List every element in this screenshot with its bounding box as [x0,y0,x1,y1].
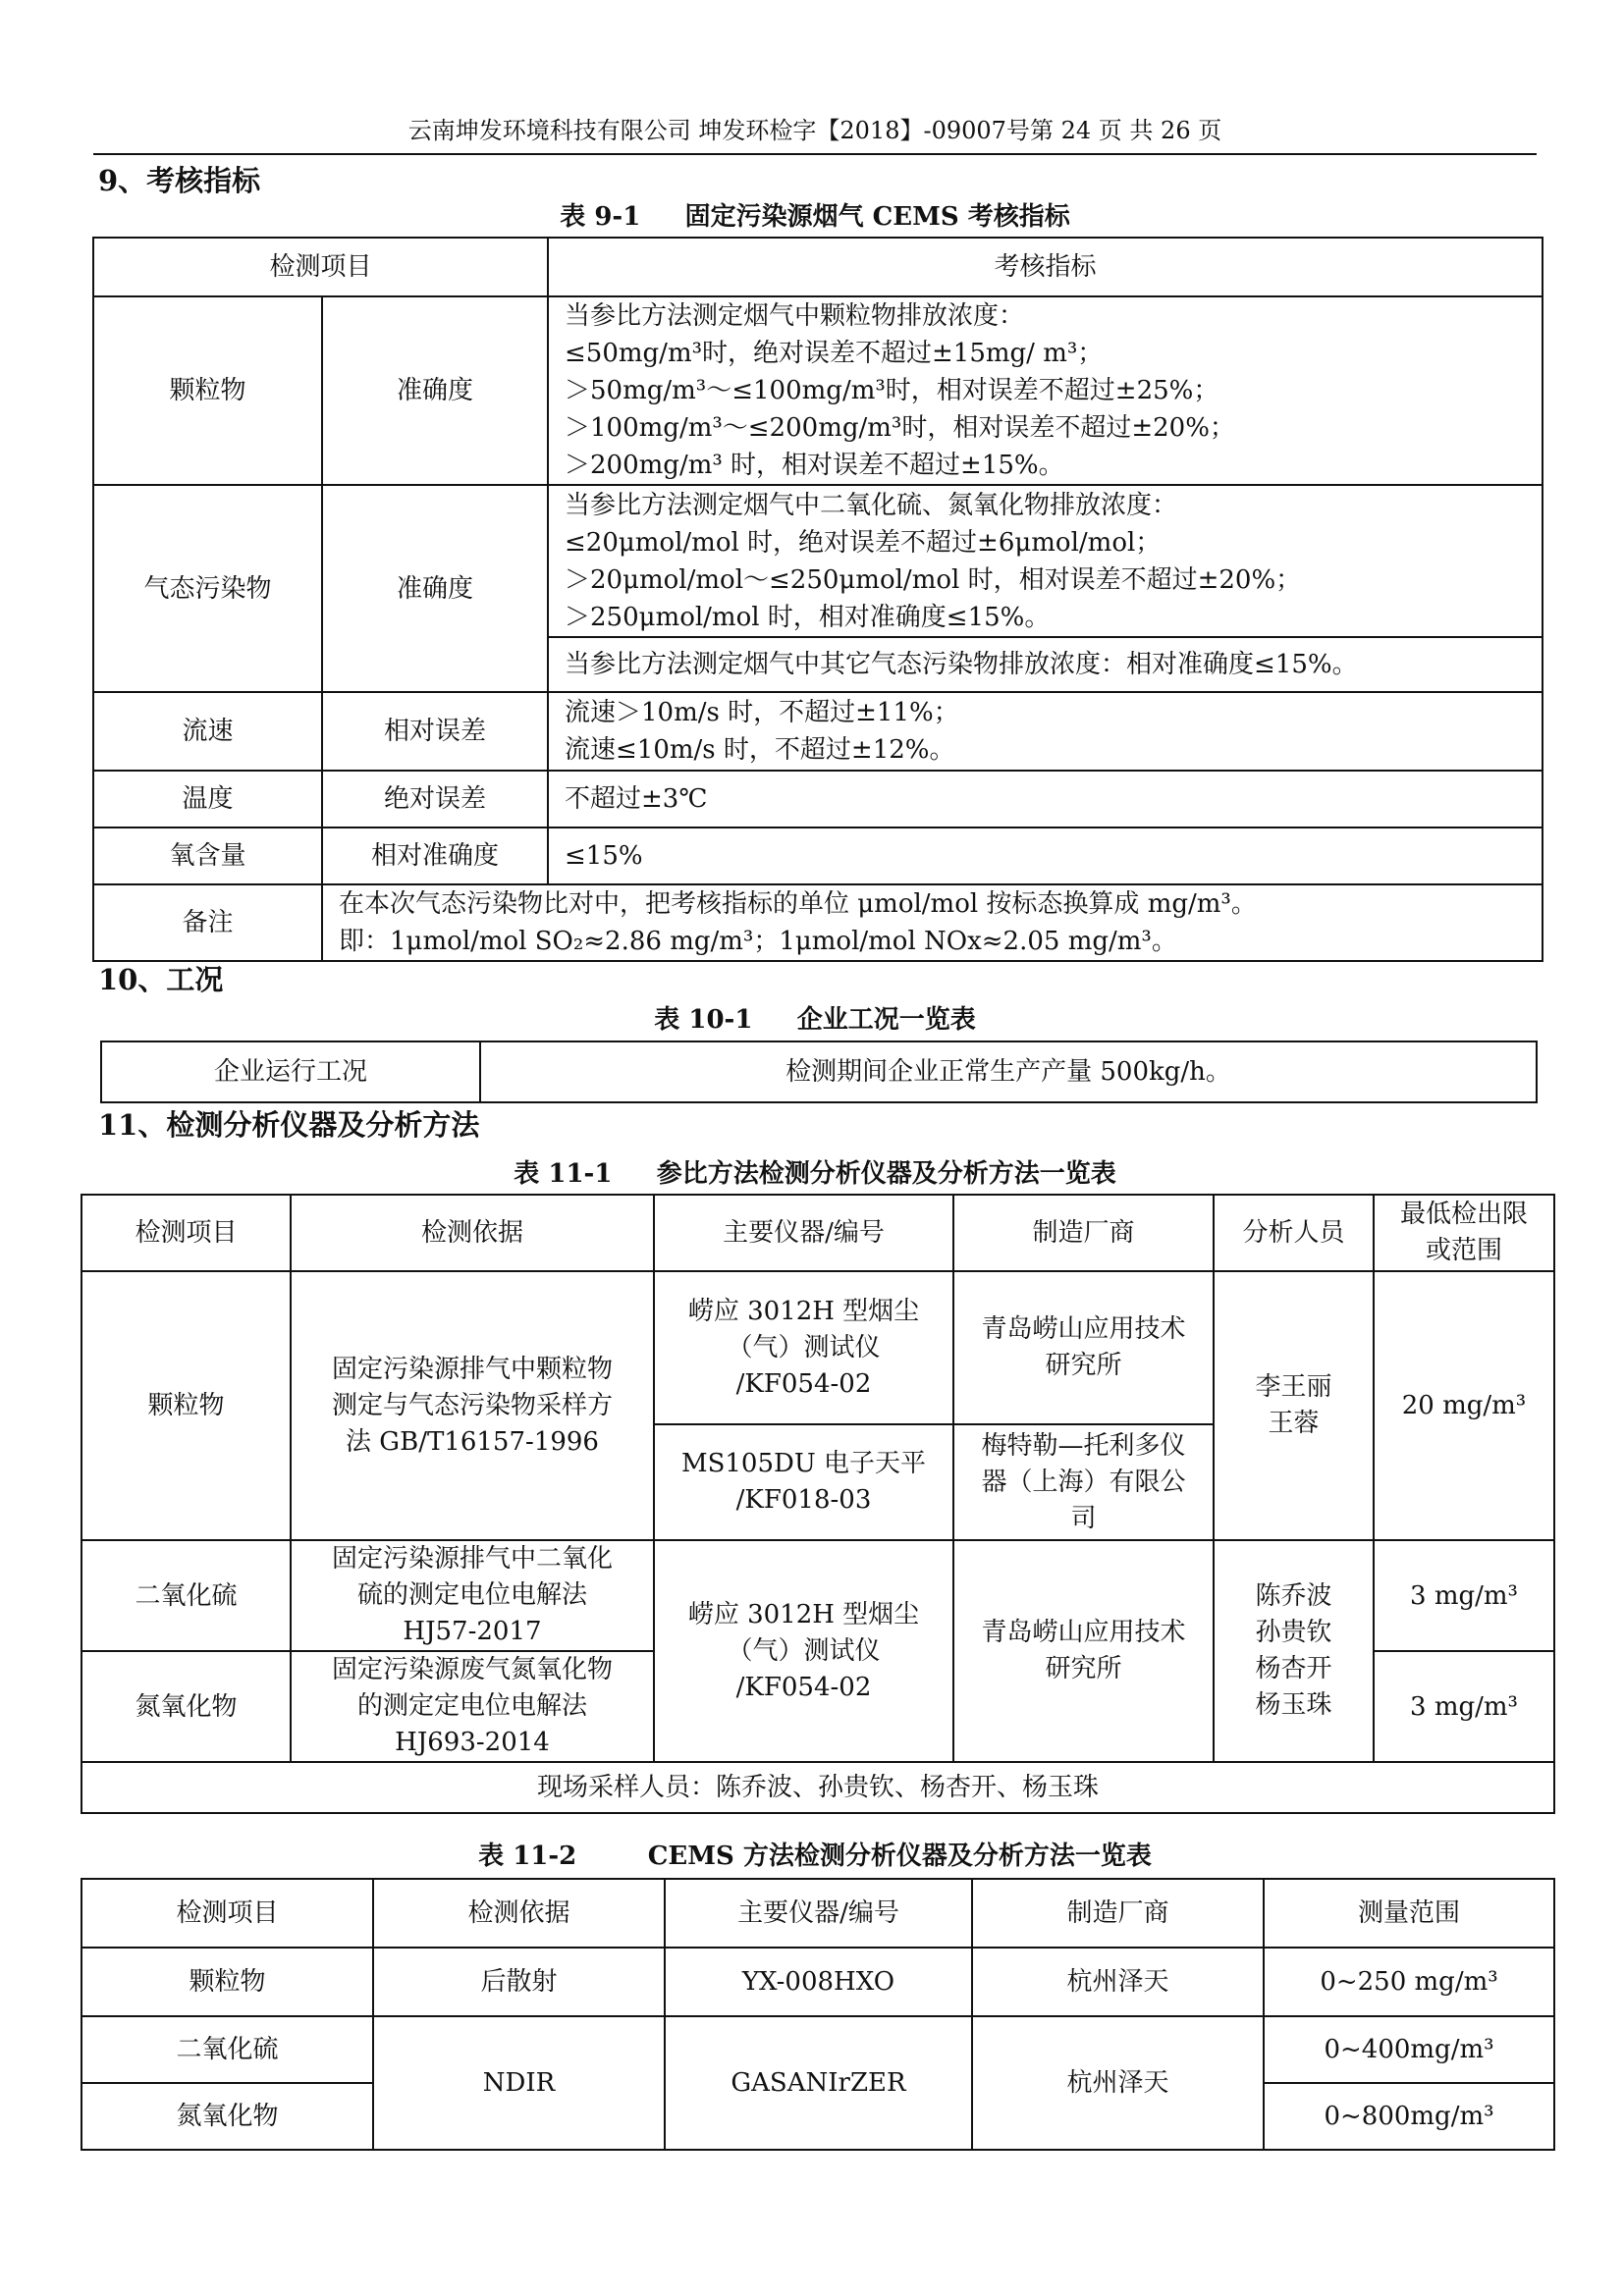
table-row [101,1041,1537,1102]
staff-line: 陈乔波 [1255,1581,1332,1611]
maker-line: 研究所 [1045,1654,1122,1683]
header-line: 最低检出限 [1399,1200,1528,1229]
table-10-1 [100,1041,1538,1103]
staff-cell [1214,1540,1374,1762]
table-row [81,1195,1554,1271]
item-cell: 备注 [93,884,322,961]
criteria-cell [548,296,1543,485]
col-header: 检测项目 [93,238,548,296]
item-cell: 颗粒物 [81,1271,291,1540]
page-mid: 页 共 [1098,117,1154,144]
item-cell: 流速 [93,692,322,771]
basis-cell [291,1271,654,1540]
table-11-1-caption [93,1158,1537,1190]
table-row [93,884,1543,961]
section-9-title: 9、考核指标 [98,164,261,197]
instrument-cell [654,1271,953,1424]
caption-number: 表 11-2 [478,1842,577,1871]
criteria-line: ＞100mg/m³～≤200mg/m³时，相对误差不超过±20%； [565,413,1235,443]
page-prefix: 第 [1029,117,1054,144]
table-row [93,296,1543,485]
instrument-line: （气）测试仪 [727,1332,881,1362]
item-cell: 氮氧化物 [81,1651,291,1762]
col-header: 制造厂商 [953,1195,1214,1271]
item-cell: 二氧化硫 [81,1540,291,1651]
maker-cell [953,1271,1214,1424]
section-10-title: 10、工况 [98,963,224,996]
item-cell: 颗粒物 [81,1948,373,2016]
maker-line: 研究所 [1045,1351,1122,1380]
caption-number: 表 10-1 [654,1005,753,1035]
instrument-cell: YX-008HXO [665,1948,972,2016]
criteria-line: ＞50mg/m³～≤100mg/m³时，相对误差不超过±25%； [565,376,1219,405]
caption-text: 企业工况一览表 [796,1005,976,1035]
table-10-1-caption [93,1004,1537,1036]
table-9-1-caption [93,201,1537,233]
item-cell: 二氧化硫 [81,2016,373,2083]
basis-line: 固定污染源废气氮氧化物 [331,1655,613,1684]
instrument-line: /KF054-02 [735,1368,872,1399]
item-cell: 氧含量 [93,828,322,884]
basis-line: 测定与气态污染物采样方 [331,1390,613,1420]
col-header: 检测依据 [291,1195,654,1271]
note-line: 在本次气态污染物比对中，把考核指标的单位 μmol/mol 按标态换算成 mg/m³。 [339,889,1257,919]
basis-cell [291,1651,654,1762]
condition-label: 企业运行工况 [101,1041,480,1102]
item-cell: 氮氧化物 [81,2083,373,2150]
criteria-cell: 不超过±3℃ [548,771,1543,828]
maker-cell [953,1540,1214,1762]
table-11-2-caption [93,1841,1537,1872]
staff-line: 王蓉 [1268,1409,1320,1438]
col-header: 检测项目 [81,1195,291,1271]
col-header [1374,1195,1554,1271]
criteria-cell: 当参比方法测定烟气中其它气态污染物排放浓度：相对准确度≤15%。 [548,637,1543,692]
basis-cell: NDIR [373,2016,665,2150]
basis-line: HJ693-2014 [395,1728,550,1757]
instrument-line: /KF054-02 [735,1672,872,1702]
maker-cell [953,1424,1214,1540]
page-number: 24 [1060,117,1092,144]
criteria-line: ≤50mg/m³时，绝对误差不超过±15mg/ m³； [565,339,1104,368]
table-11-1 [81,1194,1555,1814]
table-row [81,1879,1554,1948]
maker-line: 司 [1070,1503,1097,1533]
condition-value: 检测期间企业正常生产产量 500kg/h。 [480,1041,1537,1102]
table-row [81,2016,1554,2083]
range-cell: 0~250 mg/m³ [1264,1948,1554,2016]
criteria-line: 当参比方法测定烟气中颗粒物排放浓度： [565,301,1025,331]
maker-line: 青岛崂山应用技术 [981,1618,1186,1647]
instrument-cell: GASANIrZER [665,2016,972,2150]
col-header: 检测依据 [373,1879,665,1948]
instrument-line: （气）测试仪 [727,1635,881,1666]
col-header: 主要仪器/编号 [654,1195,953,1271]
col-header: 检测项目 [81,1879,373,1948]
header-line: 或范围 [1425,1236,1502,1265]
page-total: 26 [1161,117,1191,144]
criteria-line: ≤20μmol/mol 时，绝对误差不超过±6μmol/mol； [565,527,1162,558]
maker-line: 青岛崂山应用技术 [981,1314,1186,1344]
note-line: 即：1μmol/mol SO₂≈2.86 mg/m³；1μmol/mol NOx≈2.05 mg/m³。 [339,927,1177,956]
range-cell: 0~400mg/m³ [1264,2016,1554,2083]
basis-line: 的测定定电位电解法 [356,1691,587,1721]
table-row [93,828,1543,884]
table-row [81,1762,1554,1813]
instrument-line: MS105DU 电子天平 [680,1449,927,1478]
col-header: 制造厂商 [972,1879,1264,1948]
item-cell: 颗粒物 [93,296,322,485]
limit-cell: 20 mg/m³ [1374,1271,1554,1540]
caption-text: 固定污染源烟气 CEMS 考核指标 [684,202,1070,232]
criteria-line: 流速＞10m/s 时，不超过±11%； [565,698,959,727]
basis-cell [291,1540,654,1651]
basis-cell: 后散射 [373,1948,665,2016]
limit-cell: 3 mg/m³ [1374,1540,1554,1651]
table-row [81,1271,1554,1424]
criteria-cell [548,485,1543,637]
instrument-line: /KF018-03 [735,1485,872,1515]
basis-line: 法 GB/T16157-1996 [346,1426,599,1457]
basis-line: 固定污染源排气中二氧化 [331,1544,613,1574]
staff-line: 杨玉珠 [1255,1690,1332,1720]
table-row [93,771,1543,828]
criteria-line: 流速≤10m/s 时，不超过±12%。 [565,735,955,765]
report-number: 坤发环检字【2018】-09007号 [698,117,1030,144]
staff-cell [1214,1271,1374,1540]
metric-cell: 相对误差 [322,692,548,771]
table-row [93,692,1543,771]
staff-line: 杨杏开 [1255,1654,1332,1683]
table-9-1 [92,237,1543,962]
table-row [81,1540,1554,1651]
instrument-line: 崂应 3012H 型烟尘 [687,1599,920,1629]
limit-cell: 3 mg/m³ [1374,1651,1554,1762]
sampling-staff-cell: 现场采样人员：陈乔波、孙贵钦、杨杏开、杨玉珠 [81,1762,1554,1813]
criteria-line: 当参比方法测定烟气中二氧化硫、氮氧化物排放浓度： [565,490,1178,520]
metric-cell: 准确度 [322,296,548,485]
page-header [93,116,1537,145]
header-rule [93,153,1537,155]
basis-line: 固定污染源排气中颗粒物 [331,1354,613,1384]
item-cell: 气态污染物 [93,485,322,692]
basis-line: HJ57-2017 [403,1617,542,1646]
criteria-line: ＞20μmol/mol～≤250μmol/mol 时，相对误差不超过±20%； [565,564,1302,595]
maker-cell: 杭州泽天 [972,1948,1264,2016]
page-suffix: 页 [1198,117,1222,144]
criteria-line: ＞250μmol/mol 时，相对准确度≤15%。 [565,602,1051,632]
col-header: 测量范围 [1264,1879,1554,1948]
caption-text: 参比方法检测分析仪器及分析方法一览表 [656,1159,1116,1189]
col-header: 考核指标 [548,238,1543,296]
criteria-cell [548,692,1543,771]
col-header: 分析人员 [1214,1195,1374,1271]
maker-line: 器（上海）有限公 [981,1467,1186,1497]
section-11-title: 11、检测分析仪器及分析方法 [98,1108,480,1142]
metric-cell: 相对准确度 [322,828,548,884]
table-row [81,1948,1554,2016]
metric-cell: 准确度 [322,485,548,692]
org-name: 云南坤发环境科技有限公司 [407,117,691,144]
note-cell [322,884,1543,961]
instrument-cell [654,1424,953,1540]
metric-cell: 绝对误差 [322,771,548,828]
caption-text: CEMS 方法检测分析仪器及分析方法一览表 [647,1842,1152,1871]
table-11-2 [81,1878,1555,2151]
criteria-cell: ≤15% [548,828,1543,884]
range-cell: 0~800mg/m³ [1264,2083,1554,2150]
instrument-line: 崂应 3012H 型烟尘 [687,1296,920,1326]
maker-cell: 杭州泽天 [972,2016,1264,2150]
criteria-line: ＞200mg/m³ 时，相对误差不超过±15%。 [565,451,1064,480]
item-cell: 温度 [93,771,322,828]
staff-line: 孙贵钦 [1255,1618,1332,1647]
staff-line: 李王丽 [1255,1372,1332,1402]
maker-line: 梅特勒—托利多仪 [981,1430,1186,1461]
basis-line: 硫的测定电位电解法 [356,1580,587,1610]
caption-number: 表 11-1 [514,1159,613,1189]
instrument-cell [654,1540,953,1762]
table-row [93,238,1543,296]
caption-number: 表 9-1 [560,202,641,232]
table-row [93,485,1543,637]
col-header: 主要仪器/编号 [665,1879,972,1948]
